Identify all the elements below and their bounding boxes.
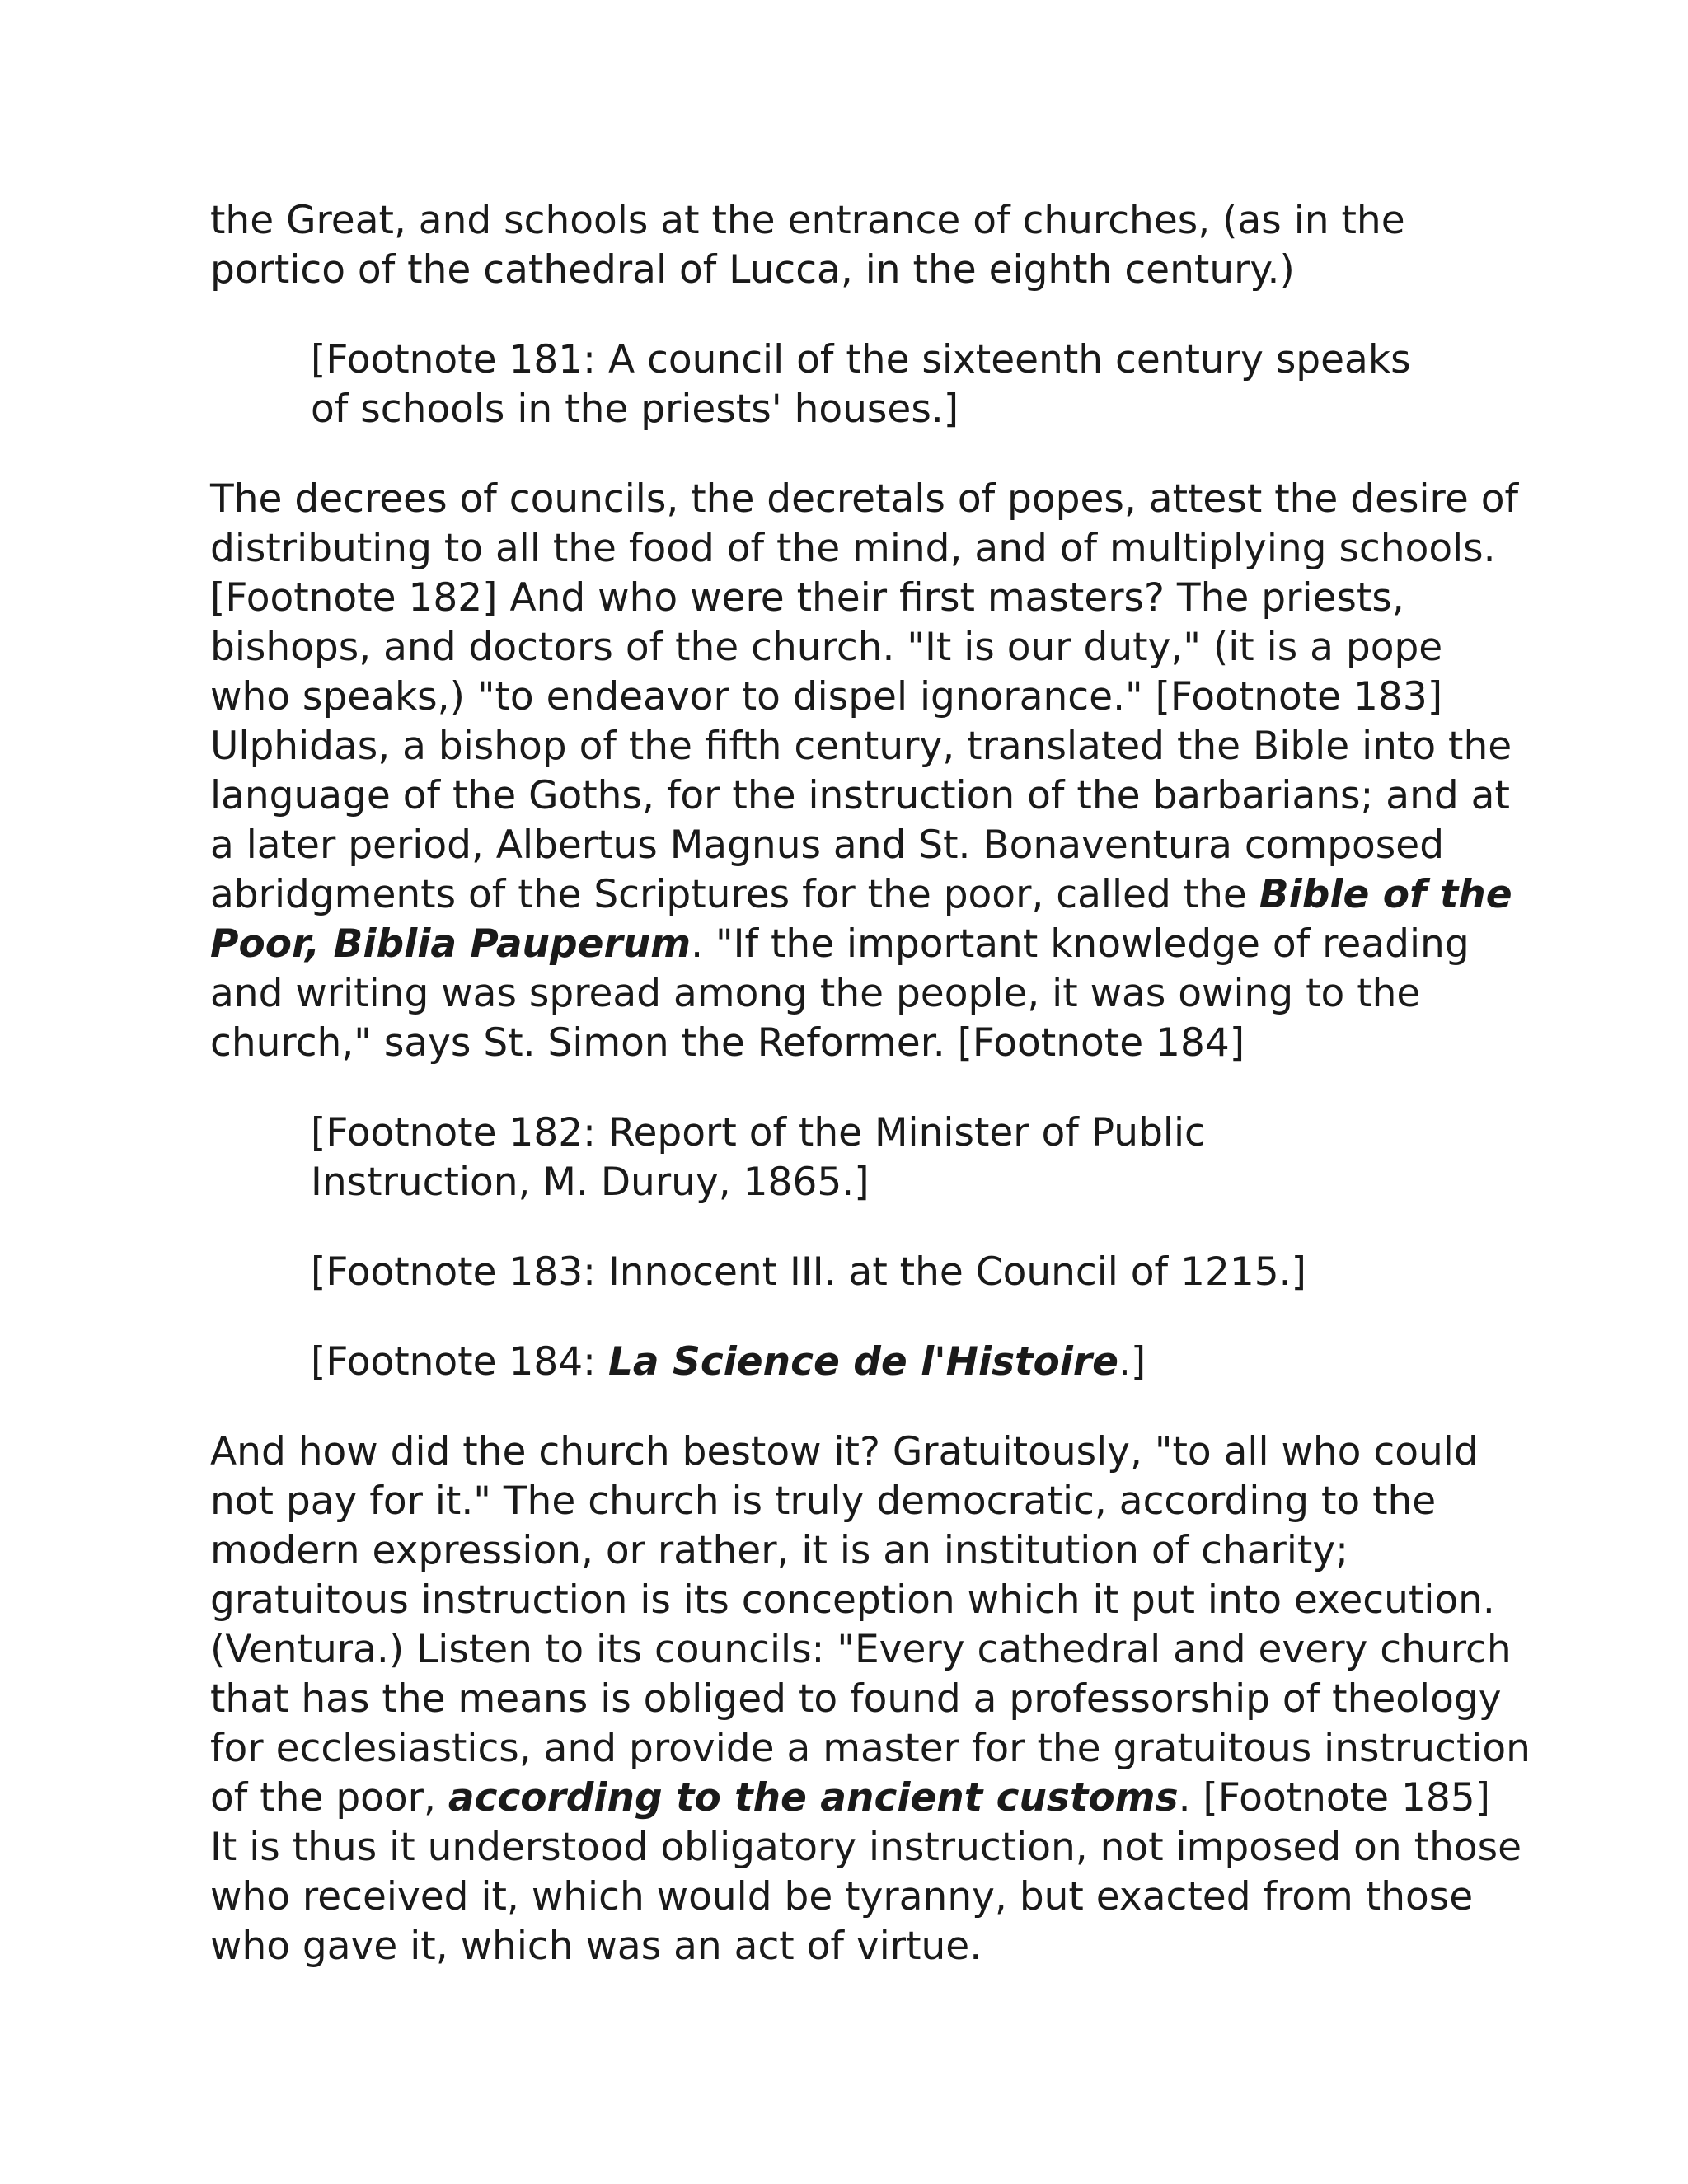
text-line bbox=[210, 1872, 1529, 1922]
document-page bbox=[210, 196, 1529, 2012]
text-run: who received it, which would be tyranny, but exacted from those bbox=[210, 1874, 1474, 1919]
text-run: a later period, Albertus Magnus and St. Bonaventura composed bbox=[210, 823, 1445, 868]
text-run: of the poor, bbox=[210, 1775, 448, 1821]
text-run: of schools in the priests' houses.] bbox=[311, 387, 959, 432]
text-line bbox=[210, 1823, 1529, 1872]
text-run: abridgments of the Scriptures for the poor, called the bbox=[210, 872, 1259, 917]
footnote-block bbox=[210, 1108, 1529, 1207]
text-line bbox=[311, 1248, 1529, 1297]
text-line bbox=[210, 1625, 1529, 1675]
text-run: Instruction, M. Duruy, 1865.] bbox=[311, 1160, 870, 1205]
text-line bbox=[210, 722, 1529, 771]
text-line bbox=[210, 196, 1529, 246]
text-line bbox=[210, 821, 1529, 870]
text-line bbox=[210, 1526, 1529, 1576]
text-run: who gave it, which was an act of virtue. bbox=[210, 1924, 982, 1969]
text-line bbox=[210, 771, 1529, 821]
text-line bbox=[311, 335, 1529, 385]
text-line bbox=[210, 1724, 1529, 1774]
text-run: and writing was spread among the people, it was owing to the bbox=[210, 971, 1421, 1016]
text-line bbox=[210, 1019, 1529, 1068]
text-line bbox=[210, 246, 1529, 295]
text-run: Ulphidas, a bishop of the fifth century, translated the Bible into the bbox=[210, 724, 1512, 769]
text-line bbox=[210, 524, 1529, 574]
emphasized-text: according to the ancient customs bbox=[448, 1775, 1179, 1821]
text-run: . "If the important knowledge of reading bbox=[691, 921, 1470, 967]
text-run: [Footnote 184: bbox=[311, 1339, 608, 1385]
text-run: [Footnote 183: Innocent III. at the Council of 1215.] bbox=[311, 1249, 1306, 1295]
text-line bbox=[210, 1675, 1529, 1724]
text-run: language of the Goths, for the instruction of the barbarians; and at bbox=[210, 773, 1510, 818]
text-run: portico of the cathedral of Lucca, in the eighth century.) bbox=[210, 247, 1295, 293]
text-run: modern expression, or rather, it is an institution of charity; bbox=[210, 1528, 1348, 1573]
text-line bbox=[210, 623, 1529, 673]
text-run: It is thus it understood obligatory instruction, not imposed on those bbox=[210, 1825, 1522, 1870]
text-run: bishops, and doctors of the church. "It is our duty," (it is a pope bbox=[210, 625, 1443, 670]
text-line bbox=[210, 920, 1529, 969]
text-run: gratuitous instruction is its conception which it put into execution. bbox=[210, 1577, 1495, 1623]
body-paragraph bbox=[210, 196, 1529, 295]
text-line bbox=[210, 1576, 1529, 1625]
emphasized-text: Poor, Biblia Pauperum bbox=[210, 921, 692, 967]
text-line bbox=[210, 475, 1529, 524]
text-line bbox=[210, 574, 1529, 623]
text-run: distributing to all the food of the mind, and of multiplying schools. bbox=[210, 526, 1496, 571]
text-run: [Footnote 182] And who were their first masters? The priests, bbox=[210, 575, 1404, 621]
text-run: [Footnote 182: Report of the Minister of Public bbox=[311, 1110, 1206, 1155]
footnote-block bbox=[210, 1338, 1529, 1387]
text-line bbox=[210, 1477, 1529, 1526]
footnote-block bbox=[210, 335, 1529, 434]
emphasized-text: La Science de l'Histoire bbox=[607, 1339, 1118, 1385]
text-run: (Ventura.) Listen to its councils: "Every cathedral and every church bbox=[210, 1627, 1512, 1672]
text-line bbox=[210, 1427, 1529, 1477]
text-line bbox=[311, 385, 1529, 434]
text-line bbox=[210, 673, 1529, 722]
text-run: church," says St. Simon the Reformer. [Footnote 184] bbox=[210, 1020, 1245, 1066]
text-run: not pay for it." The church is truly democratic, according to the bbox=[210, 1479, 1437, 1524]
text-run: The decrees of councils, the decretals of popes, attest the desire of bbox=[210, 476, 1519, 522]
text-run: .] bbox=[1118, 1339, 1146, 1385]
text-run: who speaks,) "to endeavor to dispel ignorance." [Footnote 183] bbox=[210, 674, 1443, 719]
text-run: And how did the church bestow it? Gratuitously, "to all who could bbox=[210, 1429, 1479, 1474]
text-run: for ecclesiastics, and provide a master for the gratuitous instruction bbox=[210, 1726, 1531, 1771]
text-run: [Footnote 181: A council of the sixteenth century speaks bbox=[311, 337, 1411, 382]
text-run: that has the means is obliged to found a professorship of theology bbox=[210, 1676, 1502, 1722]
text-line bbox=[210, 870, 1529, 920]
body-paragraph bbox=[210, 1427, 1529, 1971]
text-run: the Great, and schools at the entrance of churches, (as in the bbox=[210, 198, 1405, 243]
text-line bbox=[210, 1922, 1529, 1971]
text-line bbox=[210, 969, 1529, 1019]
emphasized-text: Bible of the bbox=[1259, 872, 1512, 917]
text-line bbox=[311, 1338, 1529, 1387]
text-line bbox=[311, 1108, 1529, 1158]
text-line bbox=[311, 1158, 1529, 1207]
footnote-block bbox=[210, 1248, 1529, 1297]
text-line bbox=[210, 1774, 1529, 1823]
text-run: . [Footnote 185] bbox=[1178, 1775, 1490, 1821]
body-paragraph bbox=[210, 475, 1529, 1068]
